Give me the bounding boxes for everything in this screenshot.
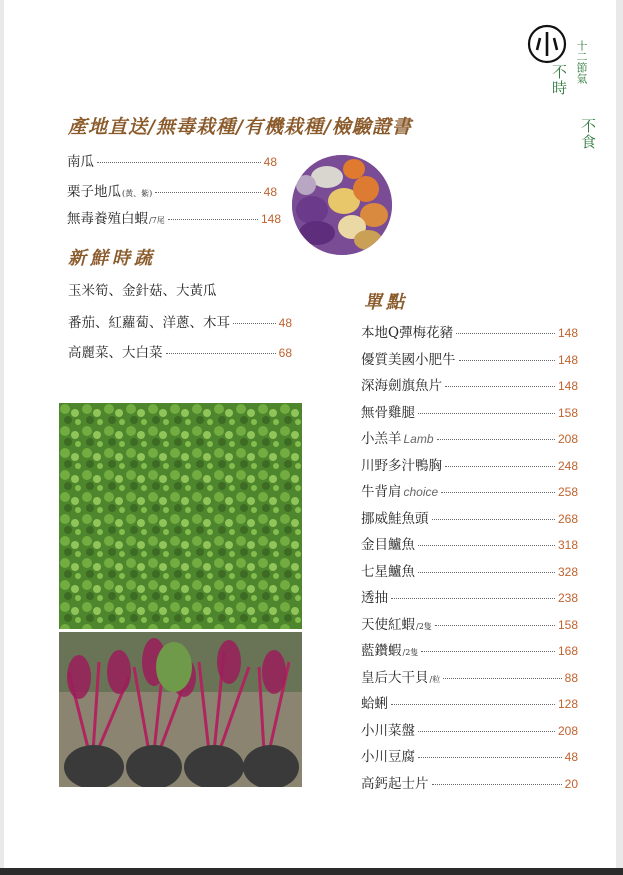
item-price: 48 bbox=[263, 155, 277, 169]
item-price: 318 bbox=[557, 538, 578, 552]
leader-dots bbox=[418, 757, 562, 758]
top-item bbox=[67, 150, 277, 170]
leader-dots bbox=[421, 651, 555, 652]
item-latin: Lamb bbox=[403, 432, 434, 446]
single-item bbox=[361, 772, 578, 792]
item-price: 268 bbox=[557, 511, 578, 526]
item-name: 深海劍旗魚片 bbox=[361, 378, 442, 394]
leader-dots bbox=[418, 572, 555, 573]
item-price: 158 bbox=[557, 617, 578, 632]
single-item bbox=[361, 613, 578, 633]
item-name: 蛤蜊 bbox=[361, 696, 388, 712]
single-item bbox=[361, 507, 578, 527]
headline: 產地直送/無毒栽種/有機栽種/檢驗證書 bbox=[68, 116, 412, 138]
brand-logo-icon bbox=[527, 24, 567, 64]
single-item bbox=[361, 348, 578, 368]
leader-dots bbox=[435, 625, 555, 626]
leader-dots bbox=[432, 784, 562, 785]
brand-side-text: 十二節氣 bbox=[575, 40, 588, 84]
item-name: 南瓜 bbox=[67, 154, 94, 170]
leader-dots bbox=[391, 598, 555, 599]
item-price: 148 bbox=[557, 326, 578, 340]
vegetable-line bbox=[68, 341, 292, 361]
kale-photo bbox=[59, 403, 302, 629]
item-price: 148 bbox=[557, 352, 578, 367]
item-note: /7尾 bbox=[149, 216, 165, 225]
item-price: 48 bbox=[564, 750, 578, 764]
single-title: 單點 bbox=[364, 292, 408, 313]
single-item bbox=[361, 639, 578, 659]
leader-dots bbox=[166, 353, 276, 354]
leader-dots bbox=[459, 360, 555, 361]
item-name: 栗子地瓜 bbox=[67, 184, 121, 200]
item-name: 無毒養殖白蝦 bbox=[67, 211, 148, 227]
beet-photo bbox=[59, 632, 302, 787]
item-name: 小羔羊 bbox=[361, 431, 402, 447]
top-item bbox=[67, 180, 277, 200]
single-item bbox=[361, 427, 578, 447]
single-item bbox=[361, 480, 578, 500]
item-name: 牛背肩 bbox=[361, 484, 402, 500]
item-price: 158 bbox=[557, 405, 578, 420]
bottom-strip bbox=[0, 868, 623, 875]
item-name: 川野多汁鴨胸 bbox=[361, 457, 442, 474]
single-item bbox=[361, 745, 578, 765]
item-price: 88 bbox=[564, 670, 578, 685]
item-latin: choice bbox=[403, 485, 439, 499]
item-price: 68 bbox=[278, 346, 292, 360]
item-price: 248 bbox=[557, 458, 578, 473]
single-item bbox=[361, 401, 578, 421]
item-name: 小川豆腐 bbox=[361, 749, 415, 765]
item-note: (黃、紫) bbox=[122, 189, 153, 198]
leader-dots bbox=[445, 386, 555, 387]
single-item bbox=[361, 560, 578, 580]
leader-dots bbox=[437, 439, 555, 440]
single-item bbox=[361, 692, 578, 712]
item-name: 金目鱸魚 bbox=[361, 537, 415, 553]
single-item bbox=[361, 666, 578, 686]
vegetable-line bbox=[68, 311, 292, 331]
item-price: 238 bbox=[557, 591, 578, 605]
menu-page bbox=[4, 0, 616, 868]
leader-dots bbox=[443, 678, 561, 679]
item-note: /2隻 bbox=[416, 621, 432, 631]
item-name: 皇后大干貝 bbox=[361, 669, 429, 686]
item-name: 藍鑽蝦 bbox=[361, 643, 402, 659]
item-name: 優質美國小肥牛 bbox=[361, 351, 456, 368]
item-name: 小川菜盤 bbox=[361, 722, 415, 739]
leader-dots bbox=[441, 492, 555, 493]
leader-dots bbox=[97, 162, 261, 163]
leader-dots bbox=[391, 704, 555, 705]
item-price: 148 bbox=[557, 379, 578, 393]
item-name: 天使紅蝦 bbox=[361, 616, 415, 633]
item-name: 本地Q彈梅花豬 bbox=[361, 325, 454, 341]
item-price: 48 bbox=[263, 185, 277, 199]
leader-dots bbox=[456, 333, 555, 334]
item-name: 透抽 bbox=[361, 590, 388, 606]
leader-dots bbox=[233, 323, 276, 324]
item-price: 258 bbox=[557, 485, 578, 499]
leader-dots bbox=[432, 519, 555, 520]
item-price: 208 bbox=[557, 432, 578, 446]
sweet-potato-photo bbox=[292, 155, 392, 255]
item-name: 無骨雞腿 bbox=[361, 404, 415, 421]
slogan-1: 不時 bbox=[550, 64, 568, 96]
item-price: 168 bbox=[557, 644, 578, 658]
single-item bbox=[361, 719, 578, 739]
single-item bbox=[361, 454, 578, 474]
item-price: 328 bbox=[557, 564, 578, 579]
single-item bbox=[361, 586, 578, 606]
leader-dots bbox=[418, 413, 555, 414]
item-note: /2隻 bbox=[402, 648, 419, 657]
leader-dots bbox=[168, 219, 258, 220]
leader-dots bbox=[418, 731, 555, 732]
single-item bbox=[361, 374, 578, 394]
slogan-2: 不食 bbox=[579, 118, 597, 150]
single-item bbox=[361, 321, 578, 341]
item-name: 高麗菜、大白菜 bbox=[68, 345, 163, 361]
vegetable-line: 玉米筍、金針菇、大黃瓜 bbox=[68, 283, 217, 299]
leader-dots bbox=[445, 466, 555, 467]
leader-dots bbox=[155, 192, 260, 193]
item-name: 七星鱸魚 bbox=[361, 563, 415, 580]
item-price: 128 bbox=[557, 697, 578, 711]
item-name: 高鈣起士片 bbox=[361, 775, 429, 792]
single-item bbox=[361, 533, 578, 553]
vegetables-title: 新鮮時蔬 bbox=[68, 248, 156, 269]
item-note: /粒 bbox=[429, 674, 441, 684]
item-price: 208 bbox=[557, 723, 578, 738]
item-name: 挪威鮭魚頭 bbox=[361, 510, 429, 527]
item-name: 番茄、紅蘿蔔、洋蔥、木耳 bbox=[68, 315, 230, 331]
item-price: 48 bbox=[278, 316, 292, 330]
top-item bbox=[67, 207, 281, 227]
item-price: 148 bbox=[260, 212, 281, 226]
leader-dots bbox=[418, 545, 555, 546]
item-price: 20 bbox=[564, 776, 578, 791]
